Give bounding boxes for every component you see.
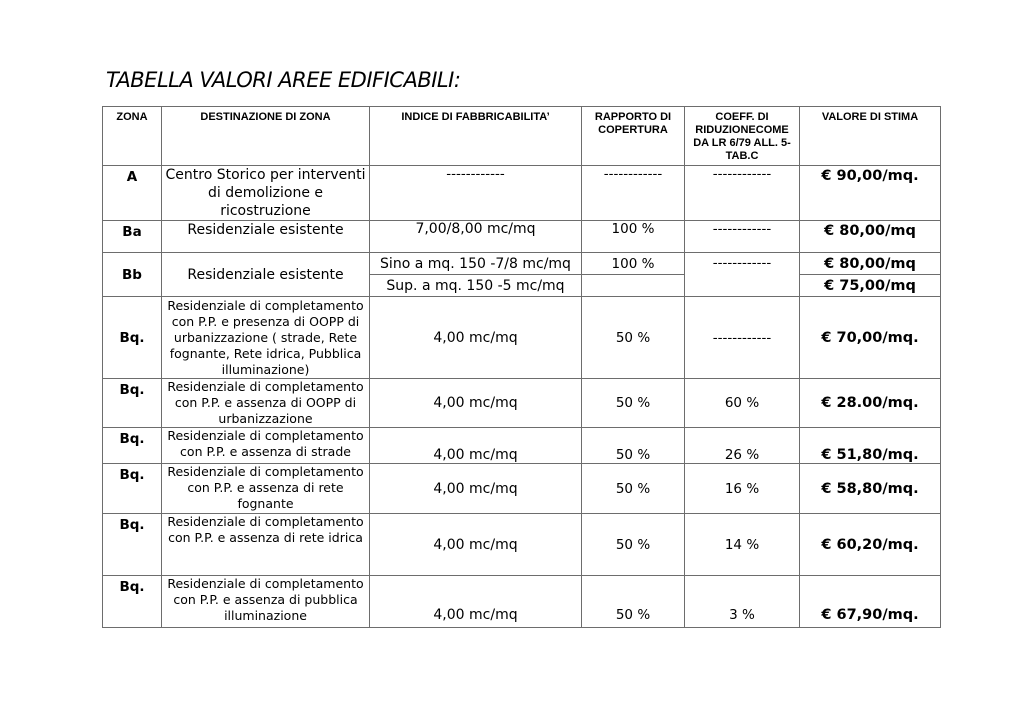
cell-zona: Bb — [103, 253, 162, 297]
header-valore: VALORE DI STIMA — [800, 107, 941, 166]
cell-rapporto: 50 % — [582, 428, 685, 464]
cell-coeff: ------------ — [685, 221, 800, 253]
cell-indice: 4,00 mc/mq — [370, 428, 582, 464]
cell-zona: Bq. — [103, 464, 162, 514]
cell-zona: Ba — [103, 221, 162, 253]
cell-coeff: ------------ — [685, 253, 800, 297]
cell-coeff: ------------ — [685, 297, 800, 379]
cell-valore: € 58,80/mq. — [800, 464, 941, 514]
cell-valore-sup: € 75,00/mq — [800, 275, 941, 297]
cell-indice: ------------ — [370, 166, 582, 221]
cell-valore: € 51,80/mq. — [800, 428, 941, 464]
cell-rapporto: 100 % — [582, 221, 685, 253]
cell-valore: € 90,00/mq. — [800, 166, 941, 221]
cell-destinazione: Residenziale esistente — [162, 253, 370, 297]
cell-destinazione: Residenziale di completamento con P.P. e presenza di OOPP di urbanizzazione ( strade, Rete fognante, Rete idrica, Pubblica illuminazione) — [162, 297, 370, 379]
cell-valore: € 60,20/mq. — [800, 514, 941, 576]
cell-indice-sup: Sup. a mq. 150 -5 mc/mq — [370, 275, 582, 297]
cell-valore: € 67,90/mq. — [800, 576, 941, 628]
table-row — [103, 221, 941, 253]
table-row — [103, 464, 941, 514]
cell-indice: 4,00 mc/mq — [370, 464, 582, 514]
cell-valore: € 70,00/mq. — [800, 297, 941, 379]
cell-zona: Bq. — [103, 514, 162, 576]
cell-destinazione: Centro Storico per interventi di demolizione e ricostruzione — [162, 166, 370, 221]
cell-indice: 4,00 mc/mq — [370, 576, 582, 628]
table-row — [103, 253, 941, 275]
cell-zona: Bq. — [103, 379, 162, 428]
cell-destinazione: Residenziale di completamento con P.P. e assenza di rete idrica — [162, 514, 370, 576]
cell-indice-sino: Sino a mq. 150 -7/8 mc/mq — [370, 253, 582, 275]
table-row — [103, 297, 941, 379]
cell-rapporto: 100 % — [582, 253, 685, 275]
page-title: TABELLA VALORI AREE EDIFICABILI: — [106, 68, 461, 92]
cell-indice: 7,00/8,00 mc/mq — [370, 221, 582, 253]
cell-valore-sino: € 80,00/mq — [800, 253, 941, 275]
cell-coeff: 16 % — [685, 464, 800, 514]
cell-indice: 4,00 mc/mq — [370, 297, 582, 379]
cell-coeff: 26 % — [685, 428, 800, 464]
cell-zona: A — [103, 166, 162, 221]
table-row — [103, 576, 941, 628]
valori-table — [102, 106, 941, 628]
cell-rapporto: ------------ — [582, 166, 685, 221]
table-row — [103, 428, 941, 464]
header-coeff: COEFF. DI RIDUZIONECOME DA LR 6/79 ALL. 5-TAB.C — [685, 107, 800, 166]
table-row — [103, 514, 941, 576]
table-row — [103, 379, 941, 428]
table-row — [103, 166, 941, 221]
header-rapporto: RAPPORTO DI COPERTURA — [582, 107, 685, 166]
cell-rapporto: 50 % — [582, 297, 685, 379]
cell-rapporto: 50 % — [582, 576, 685, 628]
header-zona: ZONA — [103, 107, 162, 166]
header-indice: INDICE DI FABBRICABILITA’ — [370, 107, 582, 166]
cell-destinazione: Residenziale di completamento con P.P. e assenza di rete fognante — [162, 464, 370, 514]
cell-destinazione: Residenziale di completamento con P.P. e assenza di OOPP di urbanizzazione — [162, 379, 370, 428]
cell-destinazione: Residenziale di completamento con P.P. e assenza di pubblica illuminazione — [162, 576, 370, 628]
cell-coeff: 3 % — [685, 576, 800, 628]
cell-coeff: 14 % — [685, 514, 800, 576]
cell-zona: Bq. — [103, 297, 162, 379]
cell-rapporto: 50 % — [582, 514, 685, 576]
cell-zona: Bq. — [103, 576, 162, 628]
cell-valore: € 28.00/mq. — [800, 379, 941, 428]
cell-coeff: 60 % — [685, 379, 800, 428]
cell-coeff: ------------ — [685, 166, 800, 221]
cell-valore: € 80,00/mq — [800, 221, 941, 253]
cell-indice: 4,00 mc/mq — [370, 514, 582, 576]
cell-rapporto-empty — [582, 275, 685, 297]
cell-rapporto: 50 % — [582, 379, 685, 428]
cell-rapporto: 50 % — [582, 464, 685, 514]
cell-destinazione: Residenziale esistente — [162, 221, 370, 253]
header-row — [103, 107, 941, 166]
cell-destinazione: Residenziale di completamento con P.P. e assenza di strade — [162, 428, 370, 464]
header-destinazione: DESTINAZIONE DI ZONA — [162, 107, 370, 166]
cell-indice: 4,00 mc/mq — [370, 379, 582, 428]
cell-zona: Bq. — [103, 428, 162, 464]
